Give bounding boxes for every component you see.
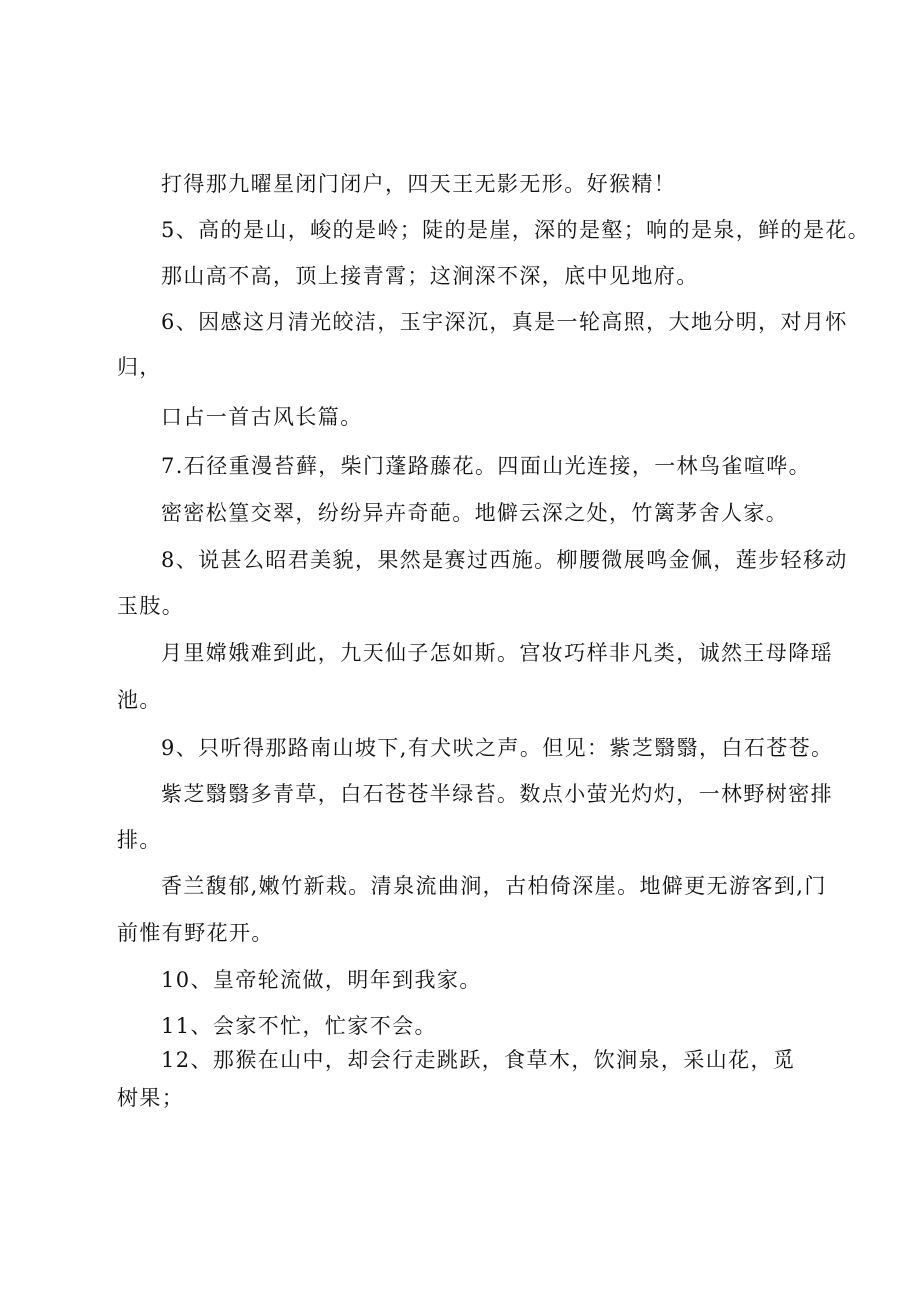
text-line: 9、只听得那路南山坡下,有犬吠之声。但见：紫芝翳翳，白石苍苍。 (161, 736, 834, 760)
text-line: 排。 (117, 828, 162, 852)
text-line: 前惟有野花开。 (117, 921, 274, 945)
text-line: 5、高的是山，峻的是岭；陡的是崖，深的是壑；响的是泉，鲜的是花。 (161, 218, 871, 242)
text-line: 11、会家不忙，忙家不会。 (161, 1014, 437, 1038)
text-line: 密密松篁交翠，纷纷异卉奇葩。地僻云深之处，竹篱茅舍人家。 (161, 501, 789, 525)
text-line: 紫芝翳翳多青草，白石苍苍半绿苔。数点小萤光灼灼，一林野树密排 (161, 782, 833, 806)
text-line: 那山高不高，顶上接青霄；这涧深不深，底中见地府。 (161, 264, 699, 288)
text-line: 7.石径重漫苔藓，柴门蓬路藤花。四面山光连接，一林鸟雀喧哗。 (161, 454, 812, 478)
text-line: 玉肢。 (117, 594, 185, 618)
text-line: 树果； (117, 1086, 185, 1110)
text-line: 归， (117, 355, 162, 379)
text-line: 月里嫦娥难到此，九天仙子怎如斯。宫妆巧样非凡类，诚然王母降瑶 (161, 641, 833, 665)
text-line: 12、那猴在山中，却会行走跳跃，食草木，饮涧泉，采山花，觅 (161, 1048, 796, 1072)
text-line: 香兰馥郁,嫩竹新栽。清泉流曲涧，古柏倚深崖。地僻更无游客到,门 (161, 874, 827, 898)
text-line: 打得那九曜星闭门闭户，四天王无影无形。好猴精！ (161, 172, 677, 196)
text-line: 6、因感这月清光皎洁，玉宇深沉，真是一轮高照，大地分明，对月怀 (161, 310, 848, 334)
text-line: 8、说甚么昭君美貌，果然是赛过西施。柳腰微展鸣金佩，莲步轻移动 (161, 548, 848, 572)
text-line: 池。 (117, 688, 162, 712)
text-line: 口占一首古风长篇。 (161, 405, 363, 429)
text-line: 10、皇帝轮流做，明年到我家。 (161, 968, 482, 992)
